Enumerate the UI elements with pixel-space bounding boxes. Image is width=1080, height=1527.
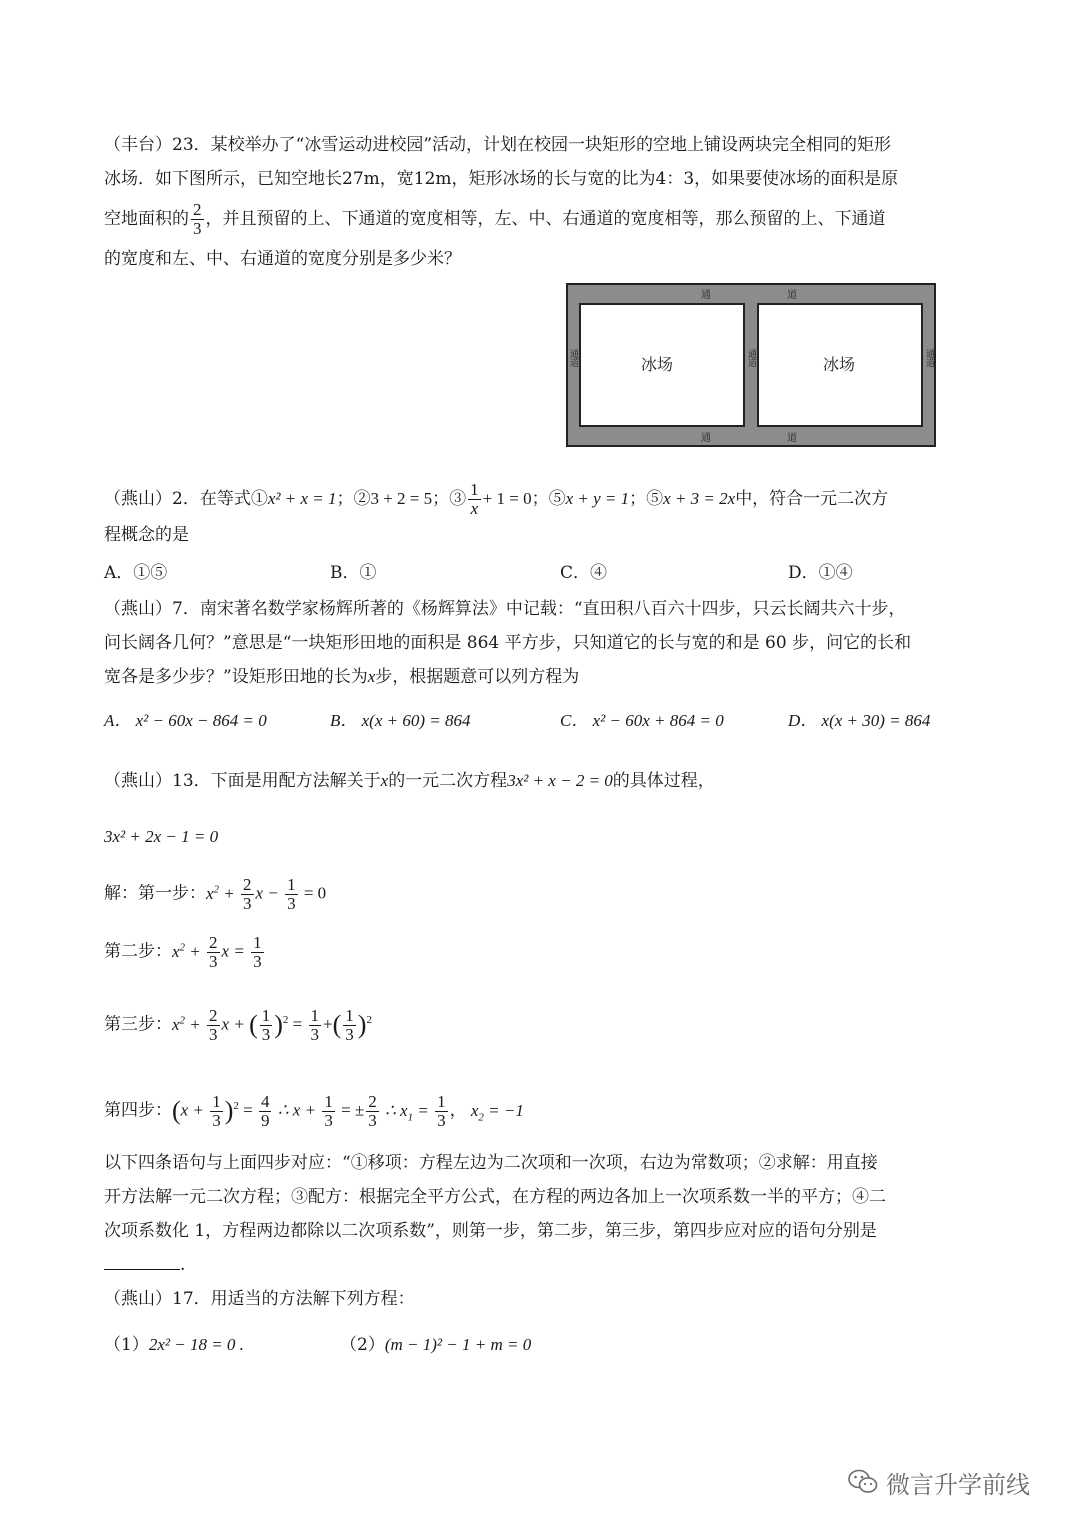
- option-d[interactable]: D．①④: [788, 563, 853, 583]
- fraction: $\frac{2}{3}$: [193, 200, 202, 238]
- step-1: 解：第一步：$x^2$ + $\frac{2}{3}$ x − $\frac{1}{3}$ = 0: [104, 874, 327, 913]
- question-source: （燕山）2．: [104, 489, 200, 509]
- watermark-text: 微言升学前线: [886, 1470, 1030, 1499]
- question-13-paragraph: 以下四条语句与上面四步对应：“①移项：方程左边为二次项和一次项，右边为常数项；②求解：用直接 开方法解一元二次方程；③配方：根据完全平方公式，在方程的两边各加上一次项系数一半的平方；④二 次项系数化 1，方程两边都除以二次项系数”，则第一步，第二步，第三步，第四步应对应的语句分别是 .: [104, 1153, 886, 1275]
- question-text-line2: 问长阔各几何？”意思是“一块矩形田地的面积是 864 平方步，只知道它的长与宽的和是 60 步，问它的长和: [104, 633, 912, 653]
- option-a[interactable]: A．①⑤: [104, 563, 168, 583]
- equation-1: x² + x = 1: [267, 489, 337, 508]
- right-rink-label: 冰场: [822, 355, 856, 374]
- main-equation: 3x² + x − 2 = 0: [507, 771, 613, 790]
- bottom-channel-label-1: 通: [701, 433, 711, 444]
- question-yanshan-17: （燕山）17．用适当的方法解下列方程：: [104, 1289, 415, 1309]
- right-channel-label: 通道: [924, 349, 934, 367]
- question-text-line2: 冰场．如下图所示，已知空地长27m，宽12m，矩形冰场的长与宽的比为4：3，如果要使冰场的面积是原: [104, 169, 899, 189]
- wechat-icon: [848, 1469, 878, 1495]
- options-q7: [104, 704, 982, 738]
- question-fengtai-23: [104, 128, 982, 276]
- question-text-line3a: 空地面积的: [104, 209, 189, 229]
- option-d[interactable]: D． x(x + 30) = 864: [788, 711, 931, 730]
- option-b[interactable]: B． x(x + 60) = 864: [330, 711, 471, 730]
- question-yanshan-7: （燕山）7．南宋著名数学家杨辉所著的《杨辉算法》中记载：“直田积八百六十四步，只云长阔共六十步， 问长阔各几何？”意思是“一块矩形田地的面积是 864 平方步，只知道它的长与宽的和是 60 步，问它的长和 宽各是多少步？”设矩形田地的长为x步，根据题意可以列方程为: [104, 592, 982, 694]
- step-4: 第四步：(x + $\frac{1}{3}$ )$^2$ = $\frac{4}{9}$ ∴ x + $\frac{1}{3}$ = ± $\frac{2}{3}$ ∴ $x_1$ = $\frac{1}{3}$ ， $x_2 = -1$: [104, 1091, 524, 1130]
- top-channel-label-2: 道: [787, 290, 797, 301]
- question-source: （燕山）7．: [104, 599, 200, 619]
- option-b[interactable]: B．①: [330, 563, 377, 583]
- option-c[interactable]: C．④: [560, 563, 608, 583]
- question-text-line4: 的宽度和左、中、右通道的宽度分别是多少米？: [104, 249, 461, 269]
- left-rink-label: 冰场: [640, 355, 674, 374]
- step-2: 第二步：$x^2$ + $\frac{2}{3}$ x = $\frac{1}{3}$: [104, 932, 262, 971]
- question-source: （丰台）23．: [104, 135, 211, 155]
- equation-5: x + 3 = 2x: [663, 489, 736, 508]
- bottom-channel-label-2: 道: [787, 433, 797, 444]
- middle-channel-label: 通道: [746, 349, 756, 367]
- watermark: [848, 1462, 1030, 1502]
- question-text-line1: 某校举办了“冰雪运动进校园”活动，计划在校园一块矩形的空地上铺设两块完全相同的矩形: [210, 135, 892, 155]
- part-1-equation: 2x² − 18 = 0 .: [148, 1335, 244, 1354]
- question-text-line2: 程概念的是: [104, 525, 189, 545]
- question-yanshan-2: （燕山）2．在等式①x² + x = 1；②3 + 2 = 5；③ $\frac{1}{x}$ + 1 = 0；⑤x + y = 1；⑤x + 3 = 2x中，符合一元二次方 程概念的是: [104, 476, 982, 552]
- question-text-line3b: ，并且预留的上、下通道的宽度相等，左、中、右通道的宽度相等，那么预留的上、下通道: [205, 209, 886, 229]
- equation-2: 3 + 2 = 5: [370, 489, 433, 508]
- step-3: 第三步：$x^2$ + $\frac{2}{3}$ x + ( $\frac{1}{3}$ )$^2$ = $\frac{1}{3}$ +( $\frac{1}{3}$ )$^2$: [104, 1005, 372, 1044]
- option-a[interactable]: A． x² − 60x − 864 = 0: [104, 711, 267, 730]
- equation-3-tail: + 1 = 0: [482, 489, 532, 508]
- fraction: $\frac{1}{x}$: [470, 480, 479, 518]
- part-2-equation: (m − 1)² − 1 + m = 0: [384, 1335, 532, 1354]
- question-source: （燕山）17．: [104, 1289, 211, 1309]
- option-c[interactable]: C． x² − 60x + 864 = 0: [560, 711, 724, 730]
- equation-4: x + y = 1: [565, 489, 630, 508]
- top-channel-label-1: 通: [701, 290, 711, 301]
- question-yanshan-13: （燕山）13．下面是用配方法解关于x的一元二次方程3x² + x − 2 = 0的具体过程，: [104, 771, 715, 791]
- answer-blank[interactable]: [104, 1251, 180, 1270]
- question-source: （燕山）13．: [104, 771, 211, 791]
- left-channel-label: 通道: [568, 349, 578, 367]
- ice-rink-diagram: [566, 283, 936, 447]
- options-q2: [104, 556, 982, 590]
- question-17-parts: （1）2x² − 18 = 0 . （2）(m − 1)² − 1 + m = 0: [104, 1335, 532, 1355]
- given-equation: 3x² + 2x − 1 = 0: [104, 827, 219, 846]
